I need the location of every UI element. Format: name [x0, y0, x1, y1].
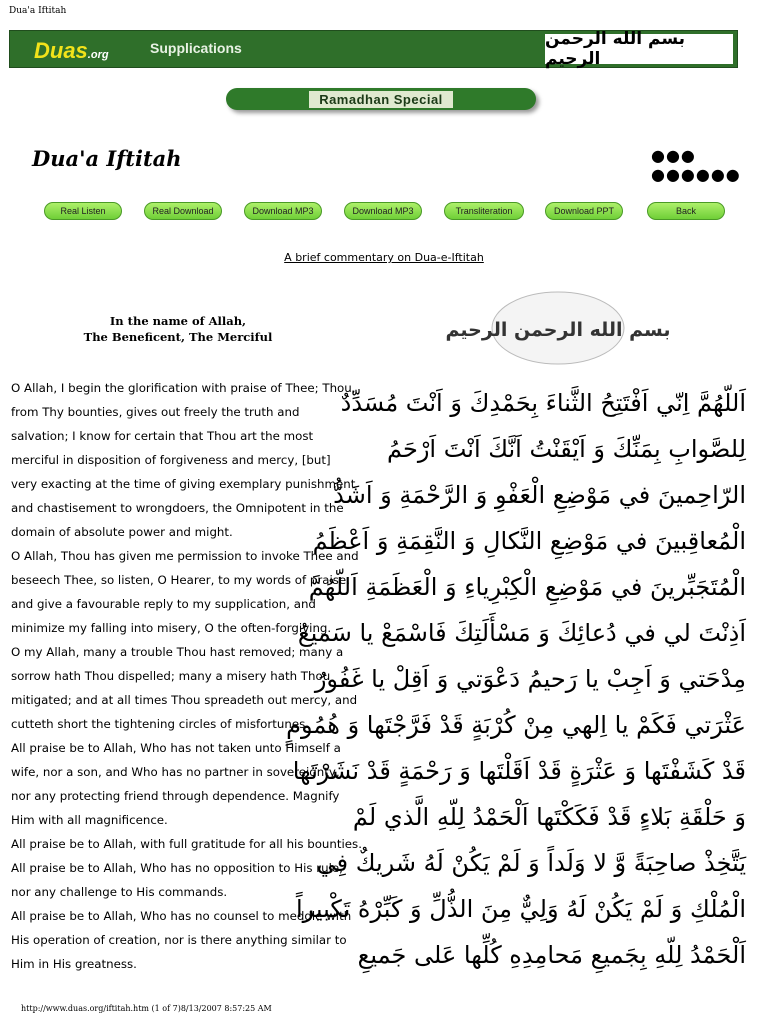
site-banner — [9, 30, 738, 68]
english-line: sorrow hath Thou dispelled; many a misery hath Thou — [11, 669, 331, 683]
arabic-line: قَدْ كَشَفْتَها وَ عَثْرَةٍ قَدْ اَقَلْتَها وَ رَحْمَةٍ قَدْ نَشَرْتَها — [292, 757, 746, 785]
english-line: very exacting at the time of giving exemplary punishment — [11, 477, 356, 491]
ramadhan-special-ribbon[interactable] — [226, 88, 536, 110]
english-line: and give a favourable reply to my supplication, and — [11, 597, 316, 611]
english-line: His operation of creation, nor is there anything similar to — [11, 933, 347, 947]
arabic-line: وَ حَلْقَةِ بَلاءٍ قَدْ فَكَكْتَها اَلْحَمْدُ لِلّهِ الَّذي لَمْ — [352, 803, 746, 831]
english-line: and chastisement to wrongdoers, the Omnipotent in the — [11, 501, 344, 515]
arabic-line: لِلصَّوابِ بِمَنِّكَ وَ اَيْقَنْتُ اَنَّكَ اَنْتَ اَرْحَمُ — [387, 435, 746, 463]
arabic-line: عَثْرَتي فَكَمْ يا اِلهي مِنْ كُرْبَةٍ قَدْ فَرَّجْتَها وَ هُمُومٍ — [286, 711, 746, 739]
seal-text: بسم الله الرحمن الرحيم — [445, 319, 671, 341]
arabic-line: يَتَّخِذْ صاحِبَةً وَّ لا وَلَداً وَ لَمْ يَكُنْ لَهُ شَريكٌ فِي — [316, 849, 746, 877]
english-line: beseech Thee, so listen, O Hearer, to my words of praise, — [11, 573, 350, 587]
english-line: mitigated; and at all times Thou spreadeth out mercy, and — [11, 693, 358, 707]
bismillah-calligraphy — [545, 29, 733, 69]
arabic-line: مِدْحَتي وَ اَجِبْ يا رَحيمُ دَعْوَتي وَ اَقِلْ يا غَفُورُ — [314, 665, 746, 693]
back-button[interactable]: Back — [647, 202, 725, 220]
bismillah-seal-image — [445, 288, 671, 368]
english-line: All praise be to Allah, Who has no counsel to meddle with — [11, 909, 352, 923]
english-line: All praise be to Allah, with full gratitude for all his bounties. — [11, 837, 362, 851]
download-mp3-button-1[interactable]: Download MP3 — [244, 202, 322, 220]
english-line: Him in His greatness. — [11, 957, 137, 971]
english-line: merciful in disposition of forgiveness and mercy, [but] — [11, 453, 331, 467]
section-title: Supplications — [150, 40, 242, 56]
english-line: salvation; I know for certain that Thou art the most — [11, 429, 314, 443]
commentary-link[interactable]: A brief commentary on Dua-e-Iftitah — [284, 251, 484, 264]
arabic-line: اَذِنْتَ لي في دُعائِكَ وَ مَسْأَلَتِكَ فَاسْمَعْ يا سَميعُ — [297, 619, 746, 647]
arabic-line: الْمُتَجَبِّرينَ في مَوْضِعِ الْكِبْرِياءِ وَ الْعَظَمَةِ اَللّهُمَّ — [308, 573, 746, 601]
english-line: from Thy bounties, gives out freely the truth and — [11, 405, 300, 419]
arabic-line: الرّاحِمينَ في مَوْضِعِ الْعَفْوِ وَ الرَّحْمَةِ وَ اَشَدُّ — [333, 481, 746, 509]
english-line: domain of absolute power and might. — [11, 525, 233, 539]
english-line: All praise be to Allah, Who has no opposition to His rule, — [11, 861, 343, 875]
name-line-2: The Beneficent, The Merciful — [83, 330, 273, 344]
ribbon-label: Ramadhan Special — [309, 91, 453, 108]
name-line-1: In the name of Allah, — [109, 314, 247, 328]
duas-logo[interactable] — [34, 38, 109, 64]
arabic-line: اَلْحَمْدُ لِلّهِ بِجَميعِ مَحامِدِهِ كُلِّها عَلى جَميعِ — [357, 941, 746, 969]
arabic-text — [286, 380, 746, 978]
logo-suffix: .org — [87, 49, 109, 61]
calligraphy-text: بسم الله الرحمن الرحيم — [545, 29, 686, 69]
arabic-line: الْمُلْكِ وَ لَمْ يَكُنْ لَهُ وَلِيٌّ مِنَ الذُّلِّ وَ كَبِّرْهُ تَكْبيراً — [295, 895, 746, 923]
page-title: Dua'a Iftitah — [32, 146, 182, 171]
logo-text: Duas — [34, 38, 88, 63]
english-line: cutteth short the tightening circles of misfortunes. — [11, 717, 309, 731]
english-line: wife, nor a son, and Who has no partner in sovereignty, — [11, 765, 340, 779]
english-line: O Allah, I begin the glorification with praise of Thee; Thou, — [11, 381, 356, 395]
english-line: Him with all magnificence. — [11, 813, 168, 827]
page-footer-url: http://www.duas.org/iftitah.htm (1 of 7)8/13/2007 8:57:25 AM — [21, 1004, 272, 1013]
real-listen-button[interactable]: Real Listen — [44, 202, 122, 220]
browser-page-title: Dua'a Iftitah — [9, 6, 67, 16]
english-line: All praise be to Allah, Who has not taken unto Himself a — [11, 741, 341, 755]
english-line: O my Allah, many a trouble Thou hast removed; many a — [11, 645, 344, 659]
real-download-button[interactable]: Real Download — [144, 202, 222, 220]
button-bar — [44, 202, 728, 222]
english-line: nor any protecting friend through dependence. Magnify — [11, 789, 340, 803]
english-line: minimize my falling into misery, O the often-forgiving. — [11, 621, 332, 635]
download-ppt-button[interactable]: Download PPT — [545, 202, 623, 220]
arabic-line: اَللّهُمَّ اِنّي اَفْتَتِحُ الثَّناءَ بِحَمْدِكَ وَ اَنْتَ مُسَدِّدٌ — [340, 389, 746, 417]
english-line: O Allah, Thou has given me permission to invoke Thee and — [11, 549, 359, 563]
decorative-dots: ●●● ●●●●●● — [651, 146, 741, 184]
english-line: nor any challenge to His commands. — [11, 885, 228, 899]
arabic-line: الْمُعاقِبينَ في مَوْضِعِ النَّكالِ وَ النَّقِمَةِ وَ اَعْظَمُ — [312, 527, 746, 555]
download-mp3-button-2[interactable]: Download MP3 — [344, 202, 422, 220]
transliteration-button[interactable]: Transliteration — [444, 202, 524, 220]
bismillah-translation — [60, 313, 296, 345]
